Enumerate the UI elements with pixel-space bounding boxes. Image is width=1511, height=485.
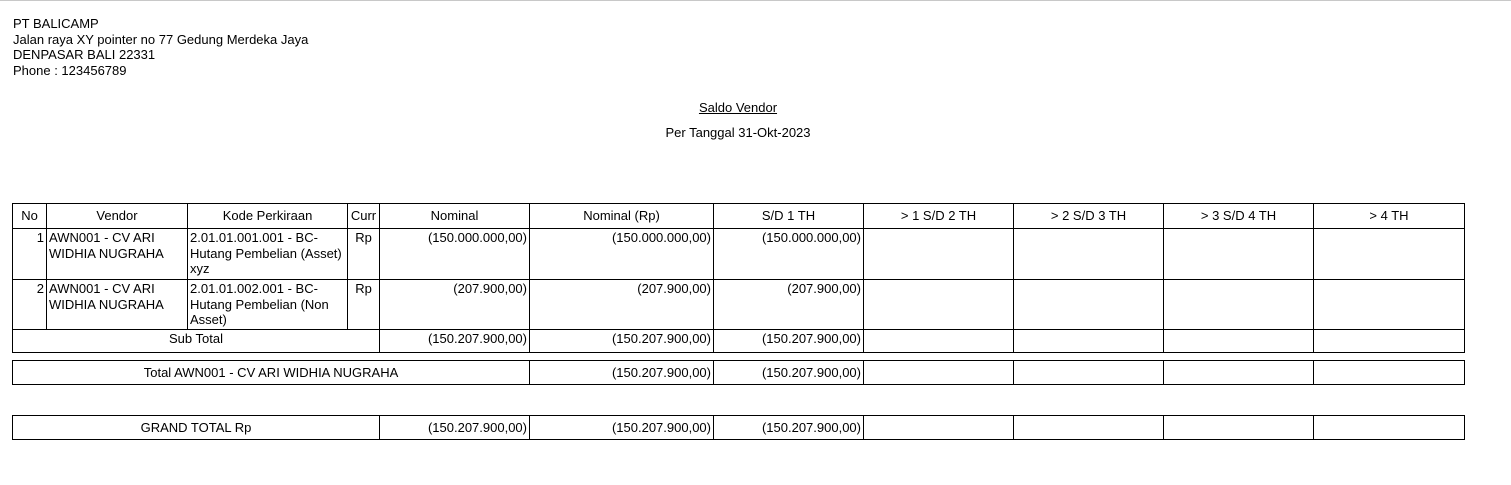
grand-total-sd-1-th: (150.207.900,00) [714,416,864,440]
col-header-gt-4-th: > 4 TH [1314,204,1465,229]
table-header-row [13,204,1465,229]
col-header-vendor: Vendor [47,204,188,229]
cell-1-2-th [864,280,1014,330]
cell-no: 2 [13,280,47,330]
grand-total-2-3-th [1014,416,1164,440]
cell-nominal-rp: (150.000.000,00) [530,229,714,280]
table-row [13,229,1465,280]
col-header-nominal: Nominal [380,204,530,229]
grand-total-row [13,416,1465,440]
cell-sd-1-th: (207.900,00) [714,280,864,330]
subtotal-sd-1-th: (150.207.900,00) [714,330,864,353]
report-date: Per Tanggal 31-Okt-2023 [665,125,811,140]
vendor-total-2-3-th [1014,361,1164,385]
vendor-total-sd-1-th: (150.207.900,00) [714,361,864,385]
cell-2-3-th [1014,229,1164,280]
subtotal-gt-4-th [1314,330,1465,353]
subtotal-3-4-th [1164,330,1314,353]
grand-total-label: GRAND TOTAL Rp [13,416,380,440]
cell-3-4-th [1164,280,1314,330]
cell-gt-4-th [1314,280,1465,330]
subtotal-nominal: (150.207.900,00) [380,330,530,353]
cell-1-2-th [864,229,1014,280]
page-top-border [0,0,1511,1]
cell-vendor: AWN001 - CV ARI WIDHIA NUGRAHA [47,280,188,330]
col-header-curr: Curr [348,204,380,229]
report-title: Saldo Vendor [698,100,778,115]
col-header-kode-perkiraan: Kode Perkiraan [188,204,348,229]
grand-total-3-4-th [1164,416,1314,440]
cell-2-3-th [1014,280,1164,330]
cell-nominal: (150.000.000,00) [380,229,530,280]
company-address-line-2: DENPASAR BALI 22331 [13,47,156,62]
cell-sd-1-th: (150.000.000,00) [714,229,864,280]
col-header-3-4-th: > 3 S/D 4 TH [1164,204,1314,229]
cell-curr: Rp [348,280,380,330]
company-header [13,16,308,78]
vendor-total-label: Total AWN001 - CV ARI WIDHIA NUGRAHA [13,361,530,385]
subtotal-nominal-rp: (150.207.900,00) [530,330,714,353]
subtotal-1-2-th [864,330,1014,353]
cell-kode-perkiraan: 2.01.01.001.001 - BC-Hutang Pembelian (Asset) xyz [188,229,348,280]
vendor-total-nominal-rp: (150.207.900,00) [530,361,714,385]
company-name: PT BALICAMP [13,16,99,31]
vendor-total-1-2-th [864,361,1014,385]
cell-no: 1 [13,229,47,280]
vendor-total-row [13,361,1465,385]
vendor-total-3-4-th [1164,361,1314,385]
company-address-line-1: Jalan raya XY pointer no 77 Gedung Merdeka Jaya [13,31,309,47]
grand-total-nominal-rp: (150.207.900,00) [530,416,714,440]
subtotal-2-3-th [1014,330,1164,353]
grand-total-gt-4-th [1314,416,1465,440]
table-row [13,280,1465,330]
grand-total-nominal: (150.207.900,00) [380,416,530,440]
col-header-2-3-th: > 2 S/D 3 TH [1014,204,1164,229]
grand-total-table [12,415,1465,440]
subtotal-label: Sub Total [13,330,380,353]
grand-total-1-2-th [864,416,1014,440]
cell-curr: Rp [348,229,380,280]
subtotal-row [13,330,1465,353]
vendor-total-table [12,360,1465,385]
cell-vendor: AWN001 - CV ARI WIDHIA NUGRAHA [47,229,188,280]
col-header-1-2-th: > 1 S/D 2 TH [864,204,1014,229]
col-header-nominal-rp: Nominal (Rp) [530,204,714,229]
vendor-total-gt-4-th [1314,361,1465,385]
cell-nominal-rp: (207.900,00) [530,280,714,330]
cell-kode-perkiraan: 2.01.01.002.001 - BC-Hutang Pembelian (Non Asset) [188,280,348,330]
cell-gt-4-th [1314,229,1465,280]
col-header-no: No [13,204,47,229]
col-header-sd-1-th: S/D 1 TH [714,204,864,229]
cell-3-4-th [1164,229,1314,280]
cell-nominal: (207.900,00) [380,280,530,330]
vendor-balance-table [12,203,1465,353]
company-phone: Phone : 123456789 [13,62,127,78]
